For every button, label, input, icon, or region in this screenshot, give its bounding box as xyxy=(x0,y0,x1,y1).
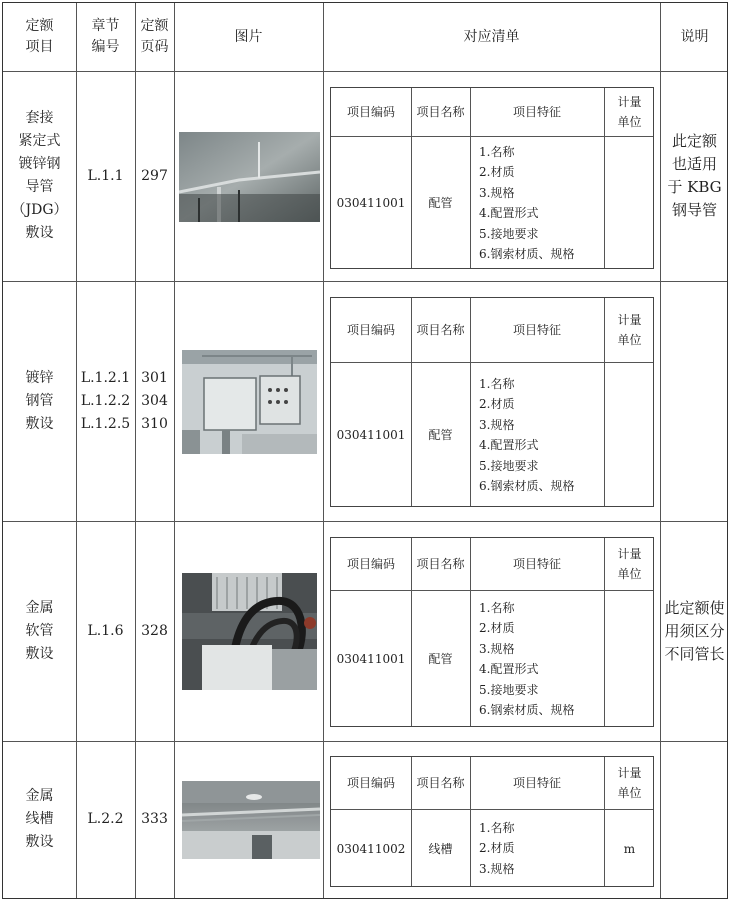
chapter-number: L.1.1 xyxy=(87,167,124,184)
bill-header-code: 项目编码 xyxy=(346,323,395,337)
header-note: 说明 xyxy=(680,28,709,45)
bill-header-name: 项目名称 xyxy=(416,105,465,119)
header-image: 图片 xyxy=(234,28,263,45)
bill-unit: m xyxy=(623,841,636,856)
bill-header-name: 项目名称 xyxy=(416,323,465,337)
bill-header-code: 项目编码 xyxy=(346,776,395,790)
quota-item-name: 金属 软管 敷设 xyxy=(25,599,54,662)
header-chapter: 章节 编号 xyxy=(91,18,120,55)
header-page: 定额 页码 xyxy=(140,18,169,55)
quota-item-name: 金属 线槽 敷设 xyxy=(25,788,54,850)
bill-subtable xyxy=(330,87,654,269)
bill-subtable xyxy=(330,537,654,727)
bill-code: 030411001 xyxy=(336,196,406,210)
bill-name: 线槽 xyxy=(428,841,453,856)
distribution-box-photo xyxy=(182,350,317,454)
bill-header-name: 项目名称 xyxy=(416,557,465,571)
bill-header-unit: 计量 单位 xyxy=(617,95,642,129)
bill-unit xyxy=(604,136,655,270)
note xyxy=(660,741,729,898)
bill-header-feature: 项目特征 xyxy=(512,323,561,337)
bill-header-feature: 项目特征 xyxy=(512,557,561,571)
bill-code: 030411001 xyxy=(336,652,406,666)
quota-bill-table xyxy=(2,2,728,899)
bill-code: 030411002 xyxy=(336,841,406,856)
bill-header-feature: 项目特征 xyxy=(512,776,561,790)
cable-tray-photo xyxy=(182,781,320,859)
note xyxy=(660,281,729,521)
bill-unit xyxy=(604,590,655,728)
quota-page: 328 xyxy=(141,622,168,639)
quota-page: 297 xyxy=(141,167,168,184)
bill-header-name: 项目名称 xyxy=(416,776,465,790)
bill-header-unit: 计量 单位 xyxy=(617,766,642,800)
bill-header-code: 项目编码 xyxy=(346,557,395,571)
bill-features: 1.名称 2.材质 3.规格 4.配置形式 5.接地要求 6.钢索材质、规格 xyxy=(479,376,575,493)
note: 此定额 也适用 于 KBG 钢导管 xyxy=(667,132,722,219)
bill-features: 1.名称 2.材质 3.规格 xyxy=(479,820,515,876)
bill-name: 配管 xyxy=(428,196,453,210)
bill-unit xyxy=(604,362,655,508)
bill-code: 030411001 xyxy=(336,428,406,442)
quota-item-name: 镀锌 钢管 敷设 xyxy=(25,369,54,432)
note: 此定额使 用须区分 不同管长 xyxy=(664,598,725,663)
chapter-number: L.1.6 xyxy=(87,622,124,639)
bill-header-code: 项目编码 xyxy=(346,105,395,119)
bill-features: 1.名称 2.材质 3.规格 4.配置形式 5.接地要求 6.钢索材质、规格 xyxy=(479,600,575,717)
conduit-ceiling-photo xyxy=(179,132,320,222)
bill-header-unit: 计量 单位 xyxy=(617,547,642,581)
quota-page: 333 xyxy=(141,811,168,827)
chapter-number: L.2.2 xyxy=(87,811,124,827)
flexible-conduit-photo xyxy=(182,573,317,690)
bill-features: 1.名称 2.材质 3.规格 4.配置形式 5.接地要求 6.钢索材质、规格 xyxy=(479,144,575,261)
bill-subtable xyxy=(330,297,654,507)
header-bill: 对应清单 xyxy=(463,28,520,45)
bill-header-unit: 计量 单位 xyxy=(617,313,642,347)
header-quota-item: 定额 项目 xyxy=(25,18,54,55)
quota-page: 301 304 310 xyxy=(141,369,168,432)
quota-item-name: 套接 紧定式 镀锌钢 导管 （JDG） 敷设 xyxy=(11,110,68,241)
chapter-number: L.1.2.1 L.1.2.2 L.1.2.5 xyxy=(80,369,131,432)
bill-name: 配管 xyxy=(428,652,453,666)
bill-subtable xyxy=(330,756,654,887)
bill-header-feature: 项目特征 xyxy=(512,105,561,119)
bill-name: 配管 xyxy=(428,428,453,442)
